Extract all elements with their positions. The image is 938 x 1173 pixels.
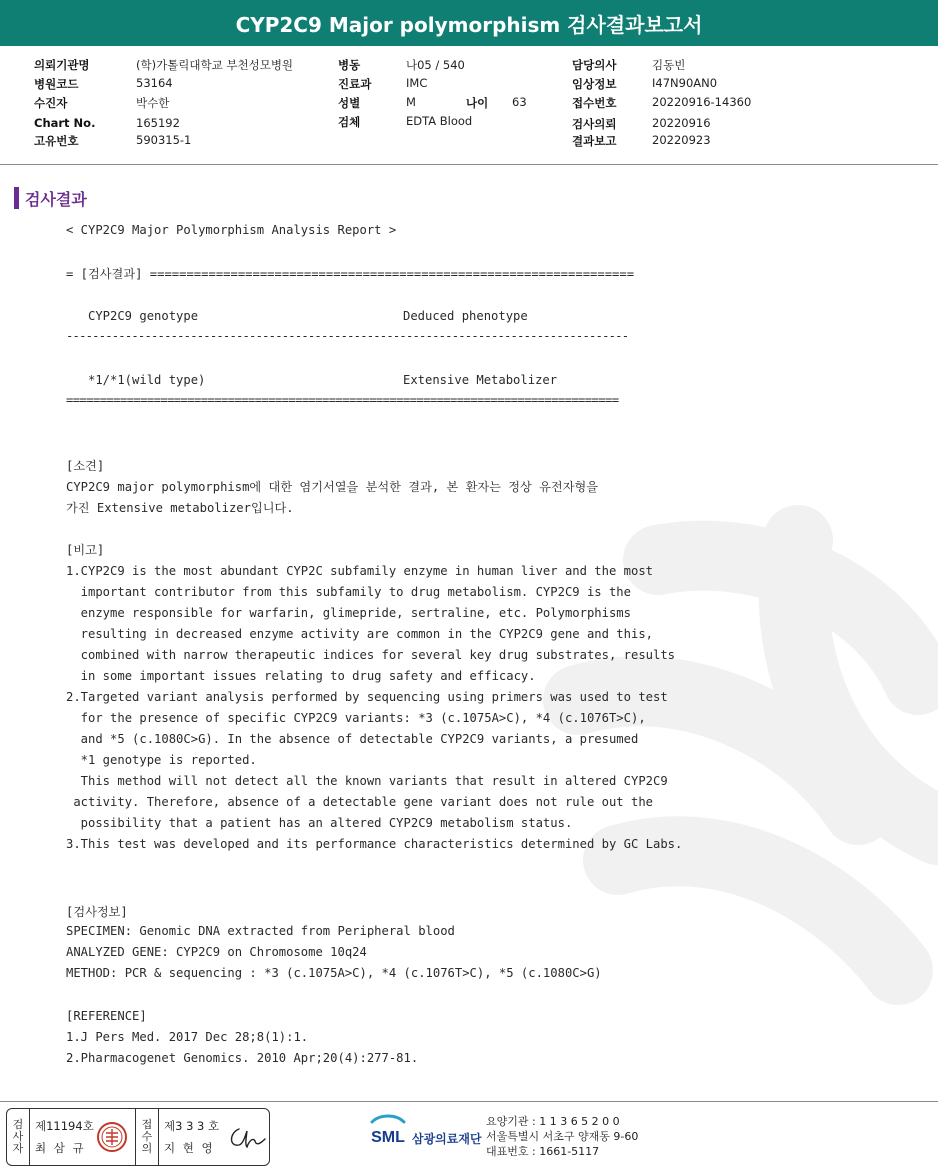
dash-rule: -------------------------------------------------------------------------------------- — [66, 329, 629, 343]
patient-info-block — [0, 55, 938, 155]
phenotype-value: Extensive Metabolizer — [403, 373, 558, 387]
examinee-label: 수진자 — [34, 96, 68, 110]
reference-line: 1.J Pers Med. 2017 Dec 28;8(1):1. — [66, 1030, 309, 1044]
receiver-license: 제3 3 3 호 — [164, 1119, 220, 1133]
age-label: 나이 — [466, 96, 489, 110]
examiner-name: 최 삼 규 — [35, 1141, 86, 1155]
receiver-label-char: 접 — [141, 1118, 153, 1131]
genotype-value: *1/*1(wild type) — [88, 373, 206, 387]
receiver-label-char: 의 — [141, 1142, 153, 1155]
examiner-label-char: 자 — [12, 1142, 24, 1155]
doctor-label: 담당의사 — [572, 58, 617, 72]
finding-title: [소견] — [66, 459, 105, 473]
hospital-code-label: 병원코드 — [34, 77, 79, 91]
department-value: IMC — [406, 76, 428, 90]
unique-no-label: 고유번호 — [34, 134, 79, 148]
unique-no-value: 590315-1 — [136, 133, 192, 147]
remarks-line: for the presence of specific CYP2C9 variants: *3 (c.1075A>C), *4 (c.1076T>C), — [66, 711, 646, 725]
remarks-line: This method will not detect all the known variants that result in altered CYP2C9 — [66, 774, 668, 788]
examiner-vertical-label — [7, 1109, 29, 1165]
header-divider — [0, 164, 938, 165]
examiner-license: 제11194호 — [35, 1119, 94, 1133]
remarks-line: *1 genotype is reported. — [66, 753, 257, 767]
remarks-line: 1.CYP2C9 is the most abundant CYP2C subfamily enzyme in human liver and the most — [66, 564, 653, 578]
specimen-label: 검체 — [338, 115, 361, 129]
sex-value: M — [406, 95, 416, 109]
request-date-value: 20220916 — [652, 116, 711, 130]
lab-name: 삼광의료재단 — [412, 1132, 482, 1146]
equals-rule: ================================================================================== — [66, 393, 619, 407]
box-separator — [158, 1109, 159, 1165]
box-separator — [29, 1109, 30, 1165]
remarks-line: important contributor from this subfamily to drug metabolism. CYP2C9 is the — [66, 585, 631, 599]
chart-no-label: Chart No. — [34, 116, 96, 130]
remarks-line: in some important issues relating to drug safety and efficacy. — [66, 669, 536, 683]
ward-label: 병동 — [338, 58, 361, 72]
report-date-value: 20220923 — [652, 133, 711, 147]
clinical-info-label: 임상정보 — [572, 77, 617, 91]
remarks-title: [비고] — [66, 543, 105, 557]
clinical-info-value: I47N90AN0 — [652, 76, 718, 90]
department-label: 진료과 — [338, 77, 372, 91]
examiner-label-char: 사 — [12, 1130, 24, 1143]
hospital-code-value: 53164 — [136, 76, 173, 90]
section-accent-bar — [14, 187, 19, 209]
signature-icon — [227, 1123, 269, 1151]
report-title: CYP2C9 Major polymorphism 검사결과보고서 — [0, 0, 938, 46]
age-value: 63 — [512, 95, 527, 109]
remarks-line: resulting in decreased enzyme activity are common in the CYP2C9 gene and this, — [66, 627, 653, 641]
genotype-column-header: CYP2C9 genotype — [88, 309, 199, 323]
lab-phone: 대표번호 : 1661-5117 — [486, 1145, 600, 1158]
section-heading — [14, 186, 87, 210]
remarks-line: 2.Targeted variant analysis performed by sequencing using primers was used to test — [66, 690, 668, 704]
section-heading-text: 검사결과 — [25, 189, 87, 209]
finding-line: CYP2C9 major polymorphism에 대한 염기서열을 분석한 결과, 본 환자는 정상 유전자형을 — [66, 480, 599, 494]
institution-label: 의뢰기관명 — [34, 58, 90, 72]
result-header-rule: = [검사결과] ================================================================== — [66, 267, 635, 281]
finding-line: 가진 Extensive metabolizer입니다. — [66, 501, 294, 515]
institution-value: (학)가톨릭대학교 부천성모병원 — [136, 58, 294, 72]
request-date-label: 검사의뢰 — [572, 117, 617, 131]
reference-line: 2.Pharmacogenet Genomics. 2010 Apr;20(4):277-81. — [66, 1051, 419, 1065]
receiver-name: 지 현 영 — [164, 1141, 215, 1155]
signature-box — [6, 1108, 270, 1166]
report-date-label: 결과보고 — [572, 134, 617, 148]
examinee-value: 박수한 — [136, 96, 170, 110]
test-info-line: METHOD: PCR & sequencing : *3 (c.1075A>C), *4 (c.1076T>C), *5 (c.1080C>G) — [66, 966, 602, 980]
test-info-line: SPECIMEN: Genomic DNA extracted from Peripheral blood — [66, 924, 455, 938]
sex-label: 성별 — [338, 96, 361, 110]
receiver-vertical-label — [136, 1109, 158, 1165]
remarks-line: possibility that a patient has an altered CYP2C9 metabolism status. — [66, 816, 573, 830]
examiner-label-char: 검 — [12, 1118, 24, 1131]
lab-contact — [486, 1114, 638, 1159]
test-info-line: ANALYZED GENE: CYP2C9 on Chromosome 10q24 — [66, 945, 367, 959]
remarks-line: combined with narrow therapeutic indices for several key drug substrates, results — [66, 648, 676, 662]
specimen-value: EDTA Blood — [406, 114, 473, 128]
phenotype-column-header: Deduced phenotype — [403, 309, 528, 323]
receipt-no-value: 20220916-14360 — [652, 95, 752, 109]
ward-value: 나05 / 540 — [406, 58, 465, 72]
receiver-label-char: 수 — [141, 1130, 153, 1143]
remarks-line: enzyme responsible for warfarin, glimepride, sertraline, etc. Polymorphisms — [66, 606, 631, 620]
chart-no-value: 165192 — [136, 116, 180, 130]
remarks-line: activity. Therefore, absence of a detectable gene variant does not rule out the — [66, 795, 653, 809]
remarks-line: and *5 (c.1080C>G). In the absence of detectable CYP2C9 variants, a presumed — [66, 732, 639, 746]
reference-title: [REFERENCE] — [66, 1009, 147, 1023]
analysis-report-title: < CYP2C9 Major Polymorphism Analysis Report > — [66, 223, 397, 237]
doctor-value: 김동빈 — [652, 58, 686, 72]
lab-address: 서울특별시 서초구 양재동 9-60 — [486, 1130, 639, 1143]
footer-divider — [0, 1101, 938, 1102]
remarks-line: 3.This test was developed and its performance characteristics determined by GC Labs. — [66, 837, 683, 851]
sml-logo-icon — [366, 1114, 410, 1150]
examiner-seal-icon — [96, 1121, 128, 1153]
sml-logo-text: SML — [371, 1129, 405, 1146]
care-institution-number: 요양기관 : 1 1 3 6 5 2 0 0 — [486, 1115, 620, 1128]
receipt-no-label: 접수번호 — [572, 96, 617, 110]
test-info-title: [검사정보] — [66, 905, 128, 919]
